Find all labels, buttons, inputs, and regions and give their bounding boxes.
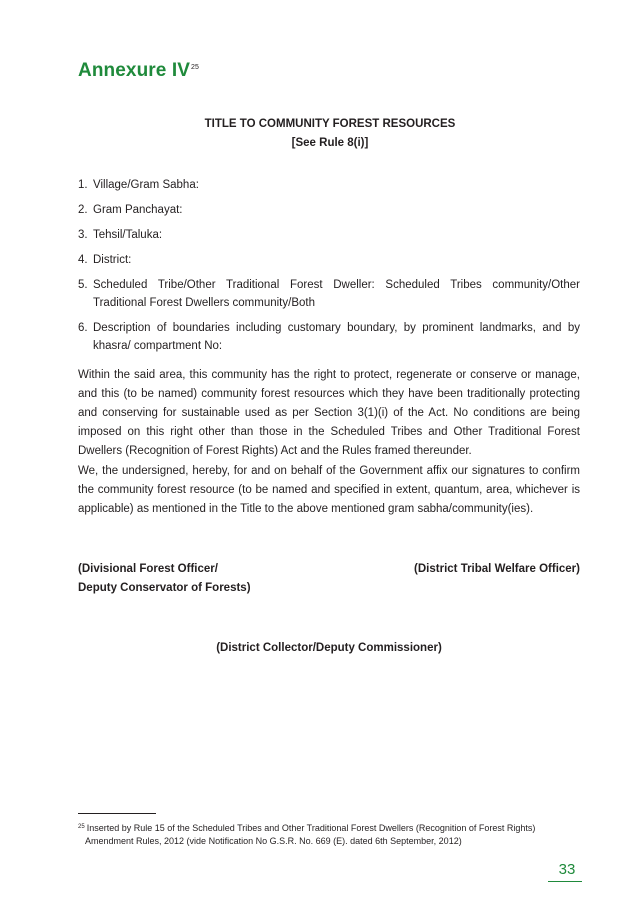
list-item-text: Gram Panchayat: [93,204,183,216]
annexure-footnote-marker: 25 [190,64,199,71]
list-item [78,276,580,312]
form-field-list [78,176,580,362]
page-number-underline [548,881,582,882]
list-item-text: Tehsil/Taluka: [93,229,163,241]
page-number: 33 [558,861,576,878]
list-item-text: Village/Gram Sabha: [93,179,199,191]
list-item-number: 3. [78,229,88,241]
list-item [78,176,580,194]
footnote-line2: Amendment Rules, 2012 (vide Notification No G.S.R. No. 669 (E). dated 6th September, 2012) [85,836,462,846]
undersigned-paragraph: We, the undersigned, hereby, for and on behalf of the Government affix our signatures to confirm the community forest resource (to be named and specified in extent, quantum, area, whichever is applicable) as mentioned in the Title to the above mentioned gram sabha/community(ies). [78,465,580,515]
list-item-number: 4. [78,254,88,266]
footnote [78,822,578,848]
list-item-number: 6. [78,322,88,334]
rights-paragraph: Within the said area, this community has the right to protect, regenerate or conserve or manage, and this (to be named) community forest resources which they have been traditionally protecting and conserving for sustainable used as per Section 3(1)(i) of the Act. No conditions are being imposed on this right other than those in the Scheduled Tribes and Other Traditional Forest Dwellers (Recognition of Forest Rights) Act and the Rules framed thereunder. [78,369,580,457]
document-subheading: [See Rule 8(i)] [291,137,369,149]
signature-dfo-line1: (Divisional Forest Officer/ [78,563,218,575]
footnote-marker: 25 [78,824,85,830]
list-item-number: 5. [78,279,88,291]
signature-block-tribal-welfare: (District Tribal Welfare Officer) [414,563,580,575]
signature-block-collector: (District Collector/Deputy Commissioner) [216,642,442,654]
list-item-number: 1. [78,179,88,191]
list-item-text: Scheduled Tribe/Other Traditional Forest Dweller: Scheduled Tribes community/Other Traditional Forest Dwellers community/Both [93,279,580,309]
list-item [78,251,580,269]
list-item [78,226,580,244]
list-item-text: District: [93,254,132,266]
document-heading: TITLE TO COMMUNITY FOREST RESOURCES [204,118,456,130]
footnote-line1: Inserted by Rule 15 of the Scheduled Tribes and Other Traditional Forest Dwellers (Recognition of Forest Rights) [86,823,536,833]
annexure-title [78,60,199,82]
list-item-number: 2. [78,204,88,216]
signature-dfo-line2: Deputy Conservator of Forests) [78,582,251,594]
footnote-divider [78,813,156,814]
annexure-title-text: Annexure IV [78,60,190,81]
signature-block-dfo [78,560,251,598]
list-item [78,201,580,219]
list-item-text: Description of boundaries including customary boundary, by prominent landmarks, and by khasra/ compartment No: [93,322,580,352]
list-item [78,319,580,355]
